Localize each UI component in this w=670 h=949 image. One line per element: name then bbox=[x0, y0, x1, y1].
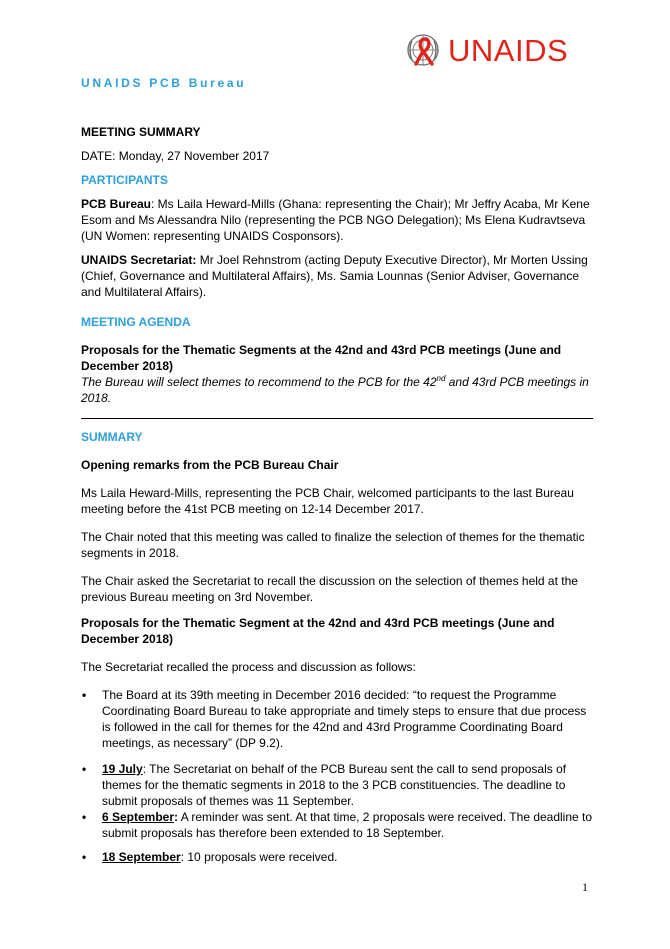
summary-paragraph-1: Ms Laila Heward-Mills, representing the PCB Chair, welcomed participants to the last Bureau meeting before the 41st PCB meeting on 12-14 December 2017. bbox=[81, 486, 574, 516]
participants-bureau bbox=[81, 196, 593, 244]
list-item-date: 19 July bbox=[102, 762, 143, 776]
list-item bbox=[81, 687, 593, 751]
opening-remarks-heading: Opening remarks from the PCB Bureau Chair bbox=[81, 458, 339, 472]
agenda-desc-part2: and 43rd PCB meetings in 2018. bbox=[81, 375, 589, 405]
participants-secretariat bbox=[81, 252, 593, 300]
list-item-date: 6 September bbox=[102, 810, 175, 824]
list-item-date-suffix: : bbox=[142, 762, 147, 776]
proposals-heading: Proposals for the Thematic Segment at the 42nd and 43rd PCB meetings (June and December 2018) bbox=[81, 616, 555, 646]
summary-paragraph-4: The Secretariat recalled the process and discussion as follows: bbox=[81, 660, 416, 674]
agenda-item-title: Proposals for the Thematic Segments at the 42nd and 43rd PCB meetings (June and December 2018) bbox=[81, 343, 562, 373]
bullet-icon: • bbox=[82, 762, 87, 776]
participants-heading: PARTICIPANTS bbox=[81, 173, 168, 187]
unaids-logo bbox=[406, 30, 592, 70]
document-body bbox=[81, 124, 593, 865]
list-item bbox=[81, 809, 593, 841]
list-item-date-suffix: : bbox=[174, 810, 179, 824]
agenda-heading: MEETING AGENDA bbox=[81, 315, 191, 329]
agenda-item-description bbox=[81, 374, 593, 406]
summary-paragraph-2: The Chair noted that this meeting was called to finalize the selection of themes for the thematic segments in 2018. bbox=[81, 530, 585, 560]
list-item-text: The Board at its 39th meeting in December 2016 decided: “to request the Programme Coordinating Board Bureau to take appropriate and timely steps to ensure that due process is followed in the call for themes for the 42nd and 43rd Programme Coordinating Board meetings, as necessary” (DP 9.2). bbox=[102, 688, 587, 750]
section-divider bbox=[81, 418, 593, 419]
list-item bbox=[81, 849, 593, 865]
bureau-label: PCB Bureau bbox=[81, 197, 152, 211]
bureau-members: : Ms Laila Heward-Mills (Ghana: representing the Chair); Mr Jeffry Acaba, Mr Kene Esom and Ms Alessandra Nilo (representing the PCB NGO Delegation); Ms Elena Kudravtseva (UN Women: representing UNAIDS Cosponsors). bbox=[81, 197, 590, 243]
bureau-title: UNAIDS PCB Bureau bbox=[81, 76, 247, 90]
summary-paragraph-3: The Chair asked the Secretariat to recall the discussion on the selection of themes held at the previous Bureau meeting on 3rd November. bbox=[81, 574, 578, 604]
meeting-date: DATE: Monday, 27 November 2017 bbox=[81, 149, 270, 163]
list-item-text: A reminder was sent. At that time, 2 proposals were received. The deadline to submit proposals has therefore been extended to 18 September. bbox=[102, 810, 593, 840]
secretariat-members: Mr Joel Rehnstrom (acting Deputy Executive Director), Mr Morten Ussing (Chief, Governance and Multilateral Affairs), Ms. Samia Lounnas (Senior Adviser, Governance and Multilateral Affairs). bbox=[81, 253, 588, 299]
list-item-date: 18 September bbox=[102, 850, 181, 864]
summary-heading: SUMMARY bbox=[81, 430, 143, 444]
bullet-icon: • bbox=[82, 850, 87, 864]
bullet-icon: • bbox=[82, 688, 87, 702]
list-item-text: The Secretariat on behalf of the PCB Bureau sent the call to send proposals of themes for the thematic segments in 2018 to the 3 PCB constituencies. The deadline to submit proposals of themes was 11 September. bbox=[102, 762, 567, 808]
agenda-desc-sup: nd bbox=[436, 374, 446, 383]
page-number: 1 bbox=[582, 880, 588, 894]
secretariat-label: UNAIDS Secretariat: bbox=[81, 253, 197, 267]
bullet-icon: • bbox=[82, 810, 87, 824]
un-emblem-red-ribbon-icon bbox=[406, 30, 446, 70]
meeting-summary-heading: MEETING SUMMARY bbox=[81, 125, 201, 139]
agenda-desc-part1: The Bureau will select themes to recommend to the PCB for the 42 bbox=[81, 375, 437, 389]
list-item-date-suffix: : bbox=[180, 850, 185, 864]
list-item-text: 10 proposals were received. bbox=[184, 850, 338, 864]
list-item bbox=[81, 761, 593, 809]
logo-wordmark: UNAIDS bbox=[448, 32, 569, 68]
process-bullet-list bbox=[81, 687, 593, 865]
